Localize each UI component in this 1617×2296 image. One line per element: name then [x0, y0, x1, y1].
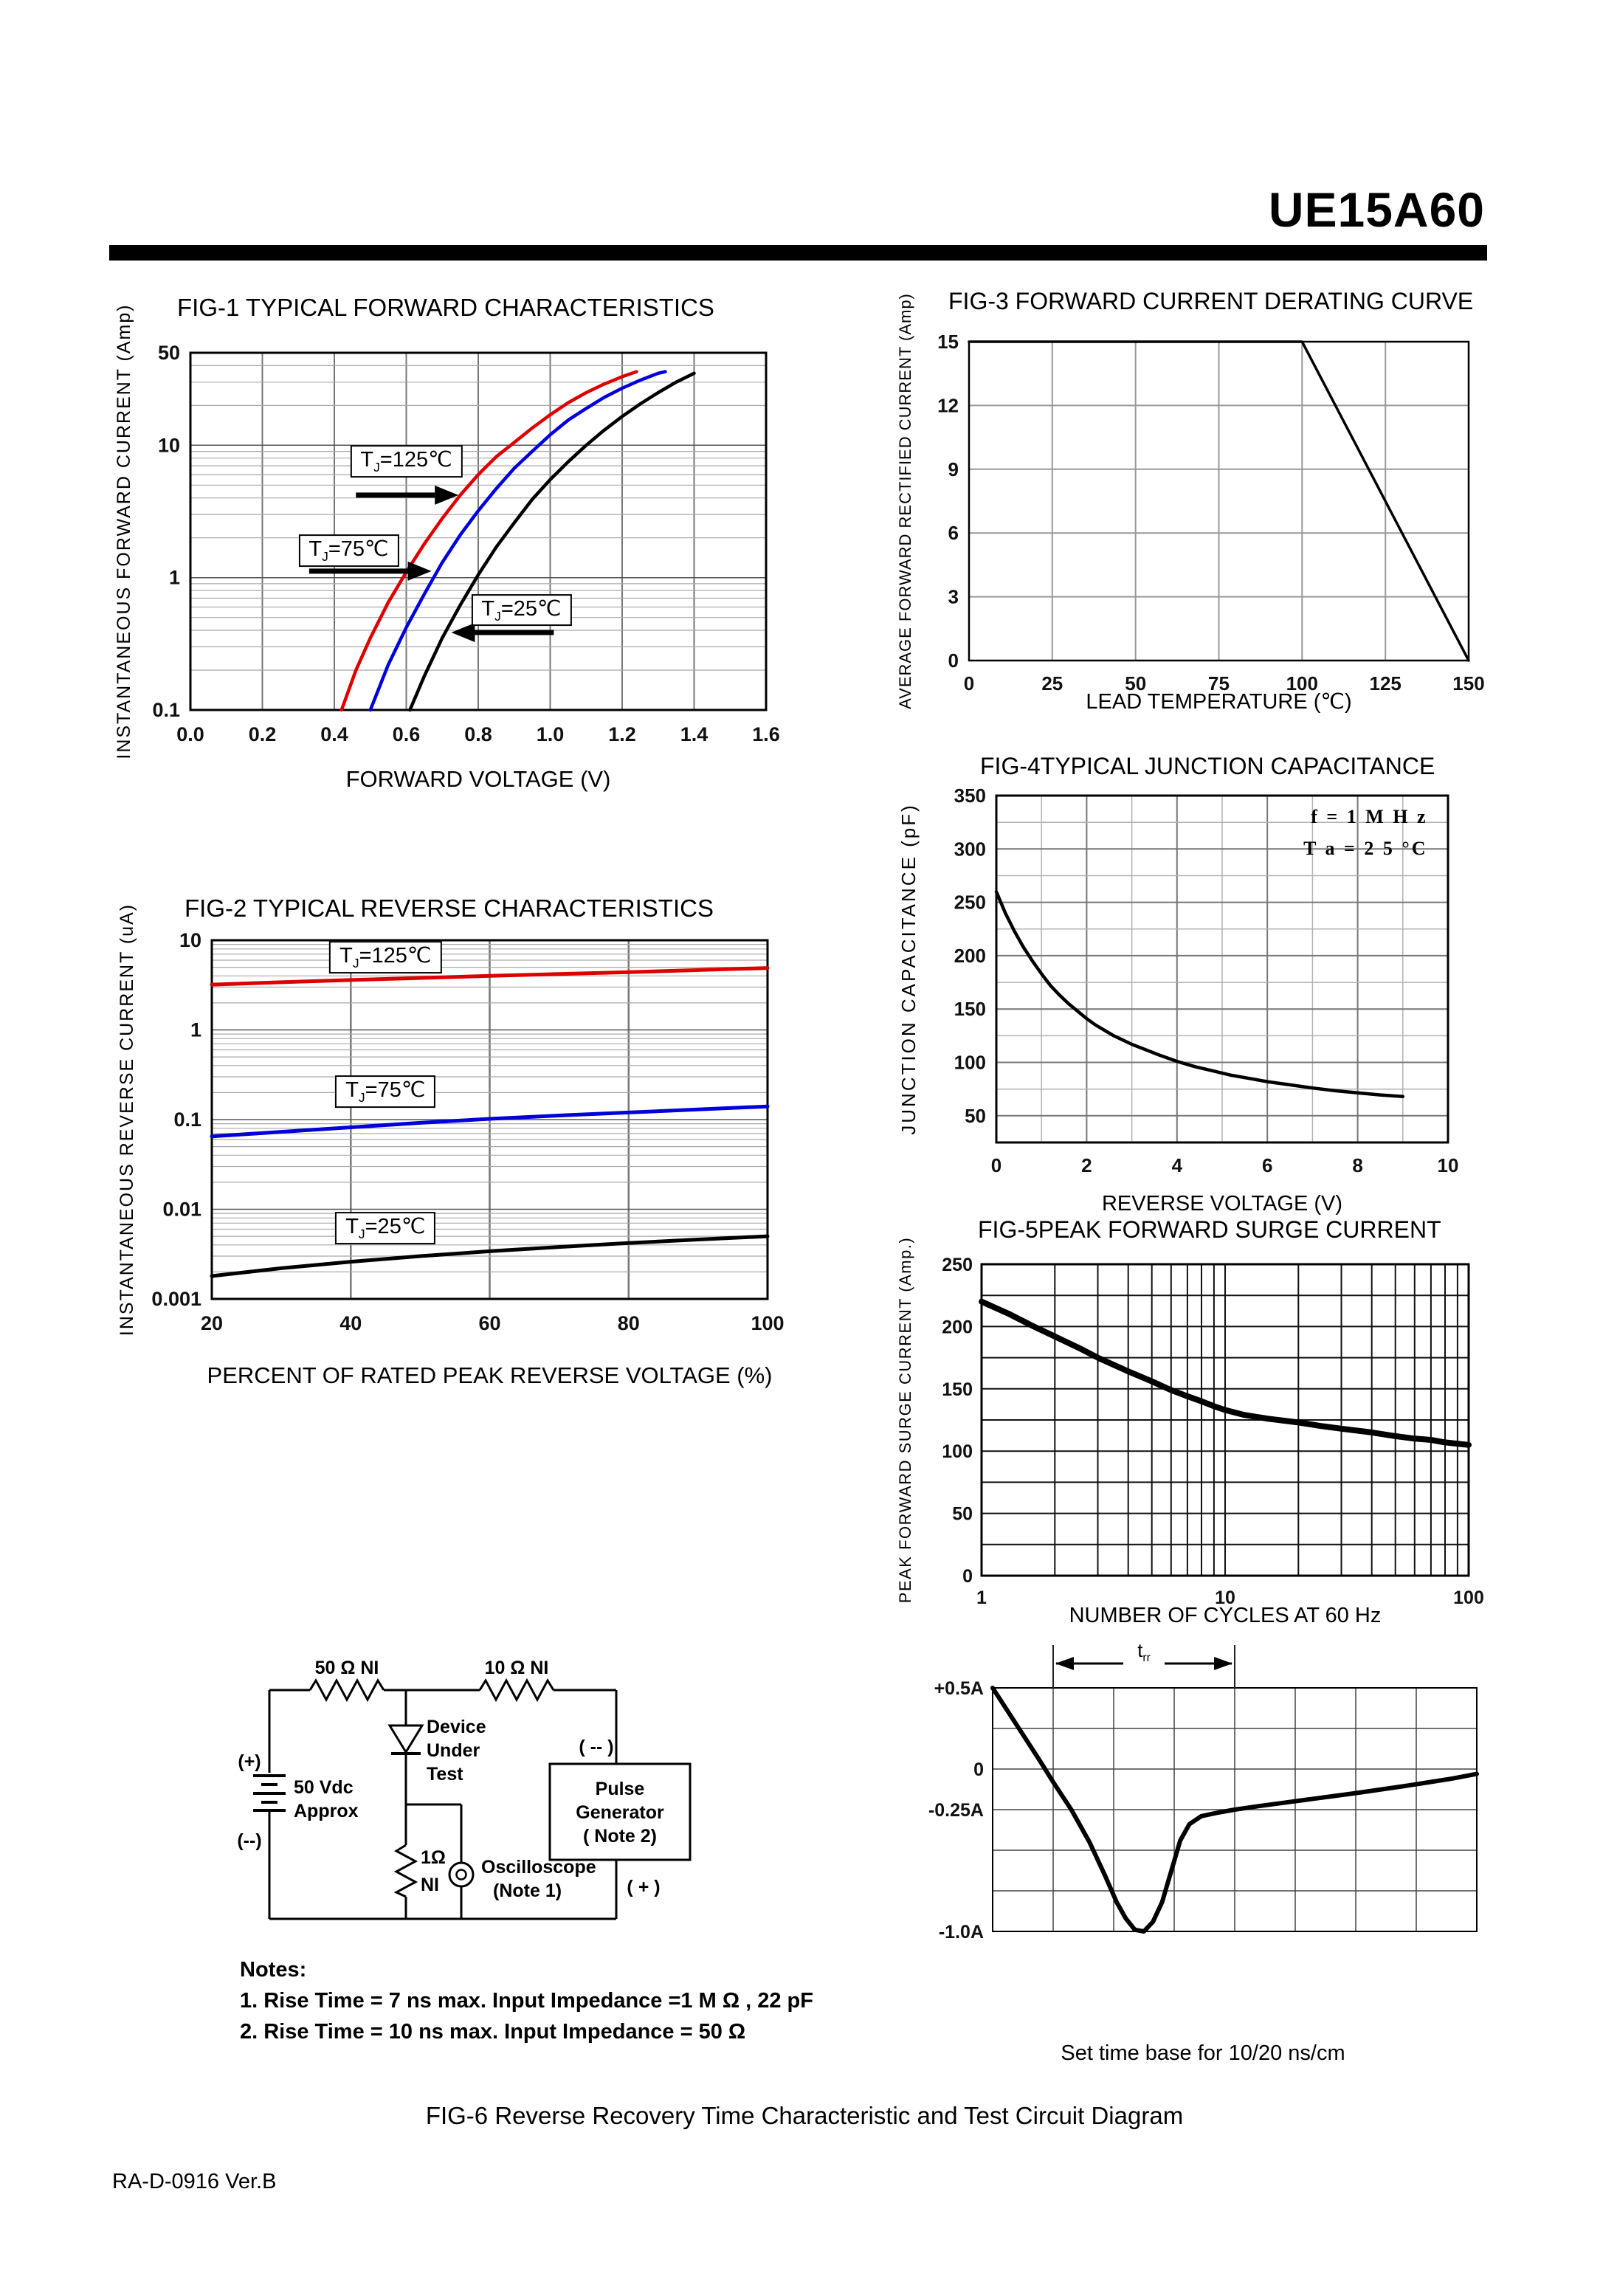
svg-text:100: 100 — [954, 1051, 986, 1074]
svg-text:4: 4 — [1171, 1154, 1183, 1176]
fig1-series — [410, 373, 694, 710]
svg-text:0: 0 — [962, 1566, 973, 1587]
svg-text:1: 1 — [190, 1018, 201, 1041]
note-2: 2. Rise Time = 10 ns max. Input Impedance = 50 Ω — [240, 2020, 746, 2044]
svg-text:0.001: 0.001 — [151, 1288, 201, 1310]
svg-text:100: 100 — [942, 1441, 973, 1463]
svg-text:REVERSE VOLTAGE (V): REVERSE VOLTAGE (V) — [1101, 1192, 1343, 1216]
resistor-1ohm-label: 1Ω — [421, 1847, 446, 1868]
svg-text:0: 0 — [948, 649, 959, 672]
svg-text:0: 0 — [963, 672, 975, 694]
curve-label: $T_J=25℃$ — [335, 1212, 435, 1244]
curve-label: $T_J=25℃$ — [471, 594, 571, 627]
svg-text:350: 350 — [954, 785, 986, 807]
svg-text:AVERAGE FORWARD RECTIFIED CURR: AVERAGE FORWARD RECTIFIED CURRENT (Amp) — [896, 293, 914, 709]
curve-label: $T_J=125℃$ — [329, 941, 441, 973]
svg-text:15: 15 — [937, 331, 959, 353]
svg-text:100: 100 — [1453, 1587, 1484, 1608]
resistor-10ohm — [480, 1680, 554, 1700]
fig3-title: FIG-3 FORWARD CURRENT DERATING CURVE — [948, 288, 1474, 314]
diode-symbol — [390, 1726, 422, 1754]
svg-text:100: 100 — [751, 1312, 785, 1334]
curve-label: $T_J=125℃$ — [350, 445, 462, 478]
battery-plus-label: (+) — [238, 1751, 261, 1772]
pulse-generator-label-line2: Generator — [576, 1802, 664, 1823]
svg-text:PEAK FORWARD SURGE CURRENT (Am: PEAK FORWARD SURGE CURRENT (Amp.) — [896, 1236, 914, 1604]
svg-text:125: 125 — [1369, 672, 1401, 694]
svg-text:INSTANTANEOUS REVERSE CURRENT: INSTANTANEOUS REVERSE CURRENT (uA) — [117, 903, 137, 1337]
fig6-test-circuit-diagram — [236, 1653, 738, 1963]
svg-text:0.01: 0.01 — [162, 1198, 201, 1221]
page-title: UE15A60 — [1268, 182, 1485, 237]
svg-text:1.2: 1.2 — [608, 723, 636, 745]
fig1-title: FIG-1 TYPICAL FORWARD CHARACTERISTICS — [177, 294, 714, 321]
dut-label-line3: Test — [427, 1764, 463, 1785]
fig6wave-svg — [923, 1633, 1513, 1950]
fig4-junction-capacitance-chart — [886, 751, 1513, 1227]
svg-text:0: 0 — [990, 1154, 1002, 1176]
svg-text:0.1: 0.1 — [152, 699, 180, 721]
svg-text:80: 80 — [617, 1312, 640, 1334]
svg-text:+0.5A: +0.5A — [934, 1678, 984, 1699]
svg-text:2: 2 — [1081, 1154, 1092, 1176]
resistor-1ohm-ni-label: NI — [421, 1875, 439, 1895]
svg-text:40: 40 — [339, 1312, 362, 1334]
svg-text:INSTANTANEOUS FORWARD CURRENT: INSTANTANEOUS FORWARD CURRENT (Amp) — [114, 303, 134, 759]
svg-text:60: 60 — [478, 1312, 501, 1334]
notes-heading: Notes: — [240, 1958, 307, 1982]
svg-text:75: 75 — [1208, 672, 1230, 694]
fig2-svg — [103, 894, 804, 1404]
oscilloscope-label-line2: (Note 1) — [493, 1880, 562, 1901]
fig5-title: FIG-5PEAK FORWARD SURGE CURRENT — [978, 1216, 1441, 1243]
resistor-50ohm-label: 50 Ω NI — [314, 1658, 379, 1678]
fig5-surge-current-chart — [886, 1216, 1513, 1659]
fig1-series — [370, 372, 666, 710]
curve-label: $T_J=75℃$ — [298, 534, 399, 567]
oscilloscope-symbol — [449, 1863, 473, 1886]
svg-text:12: 12 — [937, 394, 959, 417]
fig1-svg — [103, 294, 804, 810]
curve-label: f = 1 M H z — [1311, 805, 1428, 827]
svg-text:200: 200 — [954, 944, 986, 967]
svg-text:0.2: 0.2 — [248, 723, 277, 745]
svg-text:0.8: 0.8 — [464, 723, 492, 745]
svg-text:0.1: 0.1 — [173, 1109, 201, 1131]
svg-text:LEAD TEMPERATURE (℃): LEAD TEMPERATURE (℃) — [1086, 690, 1352, 714]
timebase-note: Set time base for 10/20 ns/cm — [1061, 2041, 1345, 2065]
svg-text:-1.0A: -1.0A — [938, 1922, 984, 1942]
fig4-series — [996, 892, 1403, 1097]
curve-label: $T_J=75℃$ — [335, 1075, 435, 1108]
svg-text:250: 250 — [954, 891, 986, 914]
oscilloscope-label-line1: Oscilloscope — [481, 1857, 596, 1878]
fig1-grid — [190, 353, 766, 710]
fig5-grid — [982, 1264, 1469, 1576]
svg-text:FORWARD VOLTAGE (V): FORWARD VOLTAGE (V) — [345, 766, 611, 792]
fig1-forward-characteristics-chart — [103, 294, 804, 810]
fig2-reverse-characteristics-chart — [103, 894, 804, 1404]
svg-text:0.0: 0.0 — [176, 723, 204, 745]
svg-text:1.6: 1.6 — [752, 723, 780, 745]
svg-text:50: 50 — [1125, 672, 1147, 694]
curve-label: T a = 2 5 °C — [1303, 838, 1428, 860]
svg-text:100: 100 — [1286, 672, 1318, 694]
svg-text:1: 1 — [976, 1587, 987, 1608]
svg-text:6: 6 — [948, 522, 959, 545]
header-rule — [109, 245, 1487, 261]
fig3-svg — [886, 284, 1513, 742]
svg-text:20: 20 — [200, 1312, 224, 1334]
svg-text:10: 10 — [157, 434, 180, 457]
svg-text:10: 10 — [1437, 1154, 1459, 1176]
svg-text:50: 50 — [952, 1503, 973, 1525]
fig4-title: FIG-4TYPICAL JUNCTION CAPACITANCE — [980, 753, 1435, 779]
battery-minus-label: (--) — [237, 1830, 262, 1851]
svg-text:10: 10 — [1215, 1587, 1235, 1608]
trr-measure-label: $t_{rr}$ — [1137, 1638, 1151, 1665]
document-number: RA-D-0916 Ver.B — [112, 2170, 277, 2193]
svg-text:50: 50 — [157, 342, 180, 364]
svg-text:PERCENT OF RATED PEAK REVERSE: PERCENT OF RATED PEAK REVERSE VOLTAGE (%) — [207, 1362, 773, 1388]
svg-text:6: 6 — [1261, 1154, 1273, 1176]
battery-symbol — [253, 1776, 286, 1810]
pulse-generator-minus-label: ( -- ) — [579, 1737, 614, 1757]
fig2-title: FIG-2 TYPICAL REVERSE CHARACTERISTICS — [185, 894, 714, 922]
svg-text:0.6: 0.6 — [392, 723, 421, 745]
notes-block — [240, 1954, 813, 2047]
svg-text:8: 8 — [1352, 1154, 1363, 1176]
battery-value-line2: Approx — [294, 1801, 359, 1821]
svg-text:150: 150 — [954, 998, 986, 1021]
resistor-10ohm-label: 10 Ω NI — [484, 1658, 549, 1678]
resistor-50ohm — [310, 1680, 384, 1700]
svg-text:9: 9 — [948, 458, 959, 480]
svg-text:1.4: 1.4 — [680, 723, 708, 745]
svg-text:1.0: 1.0 — [536, 723, 565, 745]
svg-text:200: 200 — [942, 1317, 973, 1338]
svg-text:0: 0 — [973, 1759, 984, 1780]
svg-text:300: 300 — [954, 838, 986, 861]
svg-text:NUMBER OF CYCLES AT 60 Hz: NUMBER OF CYCLES AT 60 Hz — [1069, 1604, 1382, 1627]
svg-text:250: 250 — [942, 1255, 973, 1275]
svg-text:50: 50 — [965, 1104, 986, 1127]
svg-text:10: 10 — [179, 929, 201, 951]
svg-text:150: 150 — [1452, 672, 1485, 694]
svg-text:JUNCTION CAPACITANCE (pF): JUNCTION CAPACITANCE (pF) — [897, 803, 920, 1135]
fig6-reverse-recovery-waveform — [923, 1633, 1513, 1950]
fig6-caption: FIG-6 Reverse Recovery Time Characteristic and Test Circuit Diagram — [425, 2102, 1184, 2129]
pulse-generator-plus-label: ( + ) — [627, 1877, 661, 1897]
note-1: 1. Rise Time = 7 ns max. Input Impedance =1 M Ω , 22 pF — [240, 1989, 813, 2013]
dut-label-line2: Under — [427, 1740, 480, 1761]
fig3-grid — [969, 342, 1469, 661]
svg-text:1: 1 — [168, 566, 180, 589]
fig5-svg — [886, 1216, 1513, 1659]
svg-text:25: 25 — [1041, 672, 1063, 694]
svg-text:3: 3 — [948, 585, 959, 608]
pulse-generator-label-line1: Pulse — [595, 1779, 645, 1799]
resistor-1ohm — [396, 1845, 416, 1897]
fig3-derating-curve-chart — [886, 284, 1513, 742]
dut-label-line1: Device — [427, 1717, 486, 1737]
svg-text:150: 150 — [942, 1379, 973, 1400]
pulse-generator-label-line3: ( Note 2) — [583, 1826, 657, 1847]
battery-value-line1: 50 Vdc — [294, 1777, 354, 1798]
svg-text:-0.25A: -0.25A — [928, 1800, 984, 1821]
svg-text:0.4: 0.4 — [320, 723, 348, 745]
